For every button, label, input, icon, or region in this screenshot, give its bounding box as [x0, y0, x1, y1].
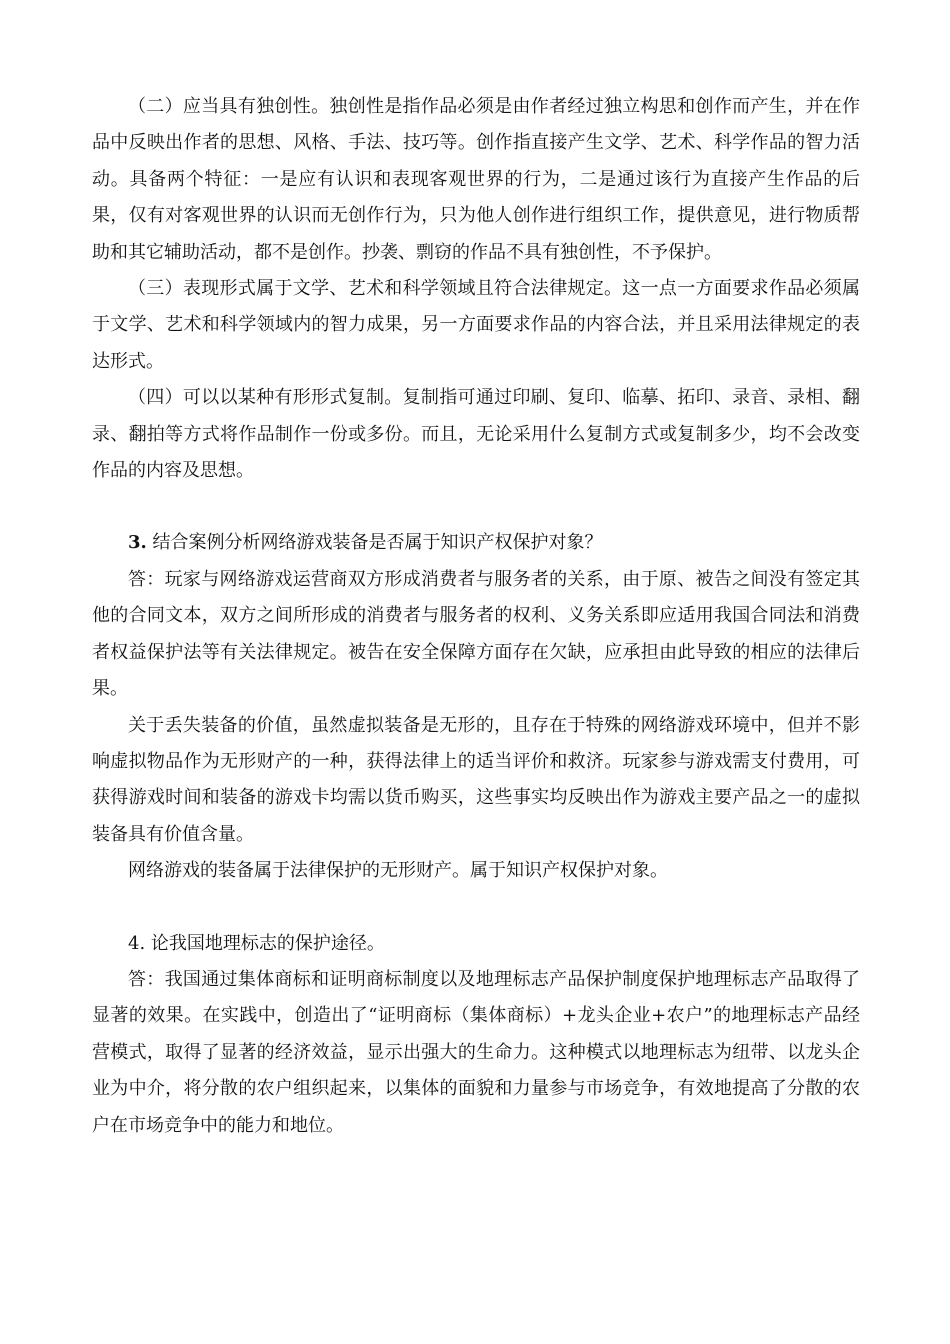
question-3-heading: [92, 525, 860, 561]
question-3-title: 结合案例分析网络游戏装备是否属于知识产权保护对象？: [146, 532, 603, 554]
paragraph-expression-form: （三）表现形式属于文学、艺术和科学领域且符合法律规定。这一点一方面要求作品必须属于文学、艺术和科学领域内的智力成果，另一方面要求作品的内容合法，并且采用法律规定的表达形式。: [92, 278, 860, 372]
question-3-answer-paragraph: 答：玩家与网络游戏运营商双方形成消费者与服务者的关系，由于原、被告之间没有签定其他的合同文本，双方之间所形成的消费者与服务者的权利、义务关系即应适用我国合同法和消费者权益保护法等有关法律规定。被告在安全保障方面存在欠缺，应承担由此导致的相应的法律后果。: [92, 568, 860, 700]
question-3-conclusion-paragraph: 网络游戏的装备属于法律保护的无形财产。属于知识产权保护对象。: [128, 860, 668, 882]
question-3-number: 3.: [128, 532, 147, 554]
document-body: [92, 89, 860, 1144]
question-4-heading: 4. 论我国地理标志的保护途径。: [128, 932, 385, 954]
paragraph-originality: （二）应当具有独创性。独创性是指作品必须是由作者经过独立构思和创作而产生，并在作品中反映出作者的思想、风格、手法、技巧等。创作指直接产生文学、艺术、科学作品的智力活动。具备两个特征：一是应有认识和表现客观世界的行为，二是通过该行为直接产生作品的后果，仅有对客观世界的认识而无创作行为，只为他人创作进行组织工作，提供意见，进行物质帮助和其它辅助活动，都不是创作。抄袭、剽窃的作品不具有独创性，不予保护。: [92, 96, 860, 263]
section-spacer: [92, 489, 860, 525]
question-4-answer-paragraph: 答：我国通过集体商标和证明商标制度以及地理标志产品保护制度保护地理标志产品取得了显著的效果。在实践中，创造出了“证明商标（集体商标）+龙头企业+农户”的地理标志产品经营模式，取得了显著的经济效益，显示出强大的生命力。这种模式以地理标志为纽带、以龙头企业为中介，将分散的农户组织起来，以集体的面貌和力量参与市场竞争，有效地提高了分散的农户在市场竞争中的能力和地位。: [92, 968, 860, 1136]
question-3-value-paragraph: 关于丢失装备的价值，虽然虚拟装备是无形的，且存在于特殊的网络游戏环境中，但并不影响虚拟物品作为无形财产的一种，获得法律上的适当评价和救济。玩家参与游戏需支付费用，可获得游戏时间和装备的游戏卡均需以货币购买，这些事实均反映出作为游戏主要产品之一的虚拟装备具有价值含量。: [92, 714, 860, 845]
paragraph-reproducibility: （四）可以以某种有形形式复制。复制指可通过印刷、复印、临摹、拓印、录音、录相、翻录、翻拍等方式将作品制作一份或多份。而且，无论采用什么复制方式或复制多少，均不会改变作品的内容及思想。: [92, 387, 860, 482]
section-spacer: [92, 890, 860, 926]
